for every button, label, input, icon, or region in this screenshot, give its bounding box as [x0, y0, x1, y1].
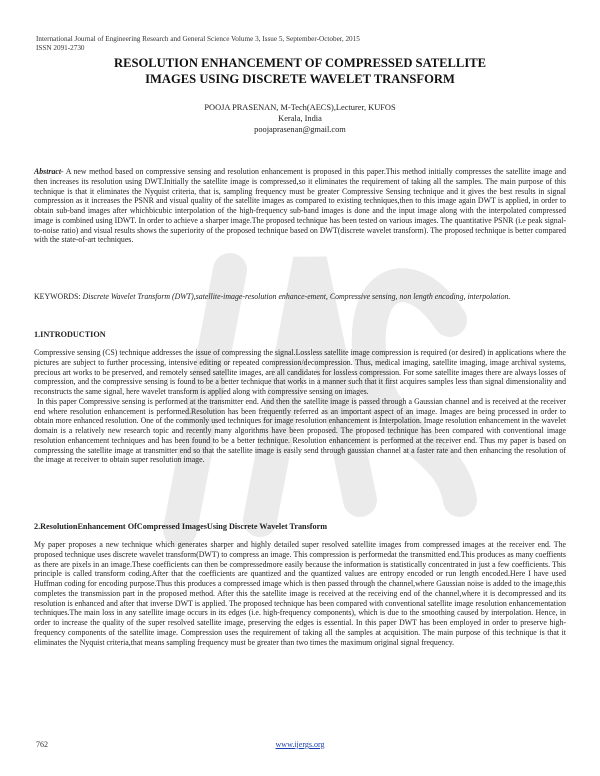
abstract-text: A new method based on compressive sensing and resolution enhancement is proposed in this paper.This method initially compresses the satellite image and then increases its resolution using DWT.Initially the satellite image is compressed,so it eliminates the requirement of taking all the samples. The main purpose of this technique is that it eliminates the Nyquist criteria, that is, sampling frequency must be greater Compressive Sensing technique and it gives the best results in signal compression as it increases the PSNR and visual quality of the satellite images as compared to existing techniques,then to this image again DWT is applied, in order to obtain sub-band images after whichbicubic interpolation of the high-frequency sub-band images is done and the input image along with the interpolated compressed image is combined using IDWT. In order to achieve a sharper image.The proposed technique has been tested on various images. The quantitative PSNR (i.e peak signal-to-noise ratio) and visual results shows the superiority of the proposed technique based on DWT(discrete wavelet transform). The proposed technique is better compared with the state-of-art techniques. — [34, 167, 566, 245]
page-number: 762 — [36, 740, 48, 749]
section-2-heading: 2.ResolutionEnhancement OfCompressed ImagesUsing Discrete Wavelet Transform — [34, 522, 328, 531]
journal-website-link[interactable]: www.ijergs.org — [275, 740, 325, 749]
keywords-text: Discrete Wavelet Transform (DWT),satellite-image-resolution enhance-ement, Compressive sensing, non length encoding, interpolation. — [82, 292, 511, 301]
section-1-paragraph-1: Compressive sensing (CS) technique addresses the issue of compressing the signal.Lossless satellite image compression is required (or desired) in applications where the pictures are subject to further processing, intensive editing or repeated compression/decompression. Thus, medical imaging, satellite imaging, image archival systems, precious art works to be preserved, and remotely sensed satellite images, are all candidates for lossless compression. For some satellite images there are always losses of compression, and the compressive sensing is found to be a better technique that works in a manner such that it first acquires samples less than signal dimensionality and reconstructs the same signal, here wavelet transform is applied along with compressive sensing on images. — [34, 348, 566, 396]
author-name: POOJA PRASENAN, M-Tech(AECS),Lecturer, KUFOS — [204, 103, 396, 112]
keywords — [34, 292, 566, 302]
title-line-1: RESOLUTION ENHANCEMENT OF COMPRESSED SATELLITE — [113, 56, 487, 70]
abstract-label: Abstract- — [34, 167, 64, 176]
section-1-body — [34, 348, 566, 465]
section-2-paragraph-1: My paper proposes a new technique which generates sharper and highly detailed super resolved satellite images from compressed images at the receiver end. The proposed technique uses discrete wavelet transform(DWT) to compress an image. This compression is performedat the transmitted end.This produces as many coeffients as there are pixels in an image.These coefficients can then be compressedmore easily because the information is statistically concentrated in just a few coefficients. This principle is called transform coding.After that the coefficients are quantized and the quantized values are entropy encoded or run length encoded.Here I have used Huffman coding for encoding purpose.Thus this produces a compressed image which is then passed through the channel,where Gaussian noise is added to the image,this completes the transmission part in the proposed method. After this the satellite image is received at the receiving end of the channel,where it is decompressed and its resolution is enhanced and after that inverse DWT is applied. The proposed technique has been compared with conventional satellite image resolution enhancementation techniques.The main loss in any satellite image occurs in its edges (i.e. high-frequency components), which is due to the smoothing caused by interpolation. Hence, in order to increase the quality of the super resolved satellite image, preserving the edges is essential. In this paper DWT has been employed in order to preserve high-frequency components of the satellite image. Compression uses the requirement of taking all the samples at acquisition. The main purpose of this technique is that it eliminates the Nyquist criteria,that means sampling frequency must be greater than two times the maximum original signal frequency. — [34, 540, 566, 647]
section-2-body — [34, 540, 566, 647]
abstract — [34, 167, 566, 245]
keywords-label: KEYWORDS: — [34, 292, 83, 301]
author-location: Kerala, India — [278, 114, 322, 123]
journal-header — [36, 35, 566, 53]
journal-line: International Journal of Engineering Research and General Science Volume 3, Issue 5, September-October, 2015 — [36, 35, 360, 43]
paper-title — [36, 56, 564, 87]
section-1-paragraph-2: In this paper Compressive sensing is performed at the transmitter end. And then the satellite image is passed through a Gaussian channel and is received at the receiver end where resolution enhancement is performed.Resolution has been frequently referred as an important aspect of an image. Images are being processed in order to obtain more enhanced resolution. One of the commonly used techniques for image resolution enhancement is Interpolation. Image resolution enhancement in the wavelet domain is a relatively new research topic and recently many algorithms have been proposed. The proposed technique has been compared with conventional image resolution enhancement techniques and has been found to be a better technique. Resolution enhancement is performed at the receiver end. Thus my paper is based on compressing the satellite image at transmitter end so that the satellite image is easily send through gaussian channel at a faster rate and then enhancing the resolution of the image at receiver to obtain super resolution image. — [34, 396, 566, 465]
author-email: poojaprasenan@gmail.com — [254, 125, 346, 134]
issn-line: ISSN 2091-2730 — [36, 44, 85, 52]
author-block — [36, 102, 564, 135]
title-line-2: IMAGES USING DISCRETE WAVELET TRANSFORM — [145, 71, 455, 86]
section-1-heading: 1.INTRODUCTION — [34, 330, 106, 339]
